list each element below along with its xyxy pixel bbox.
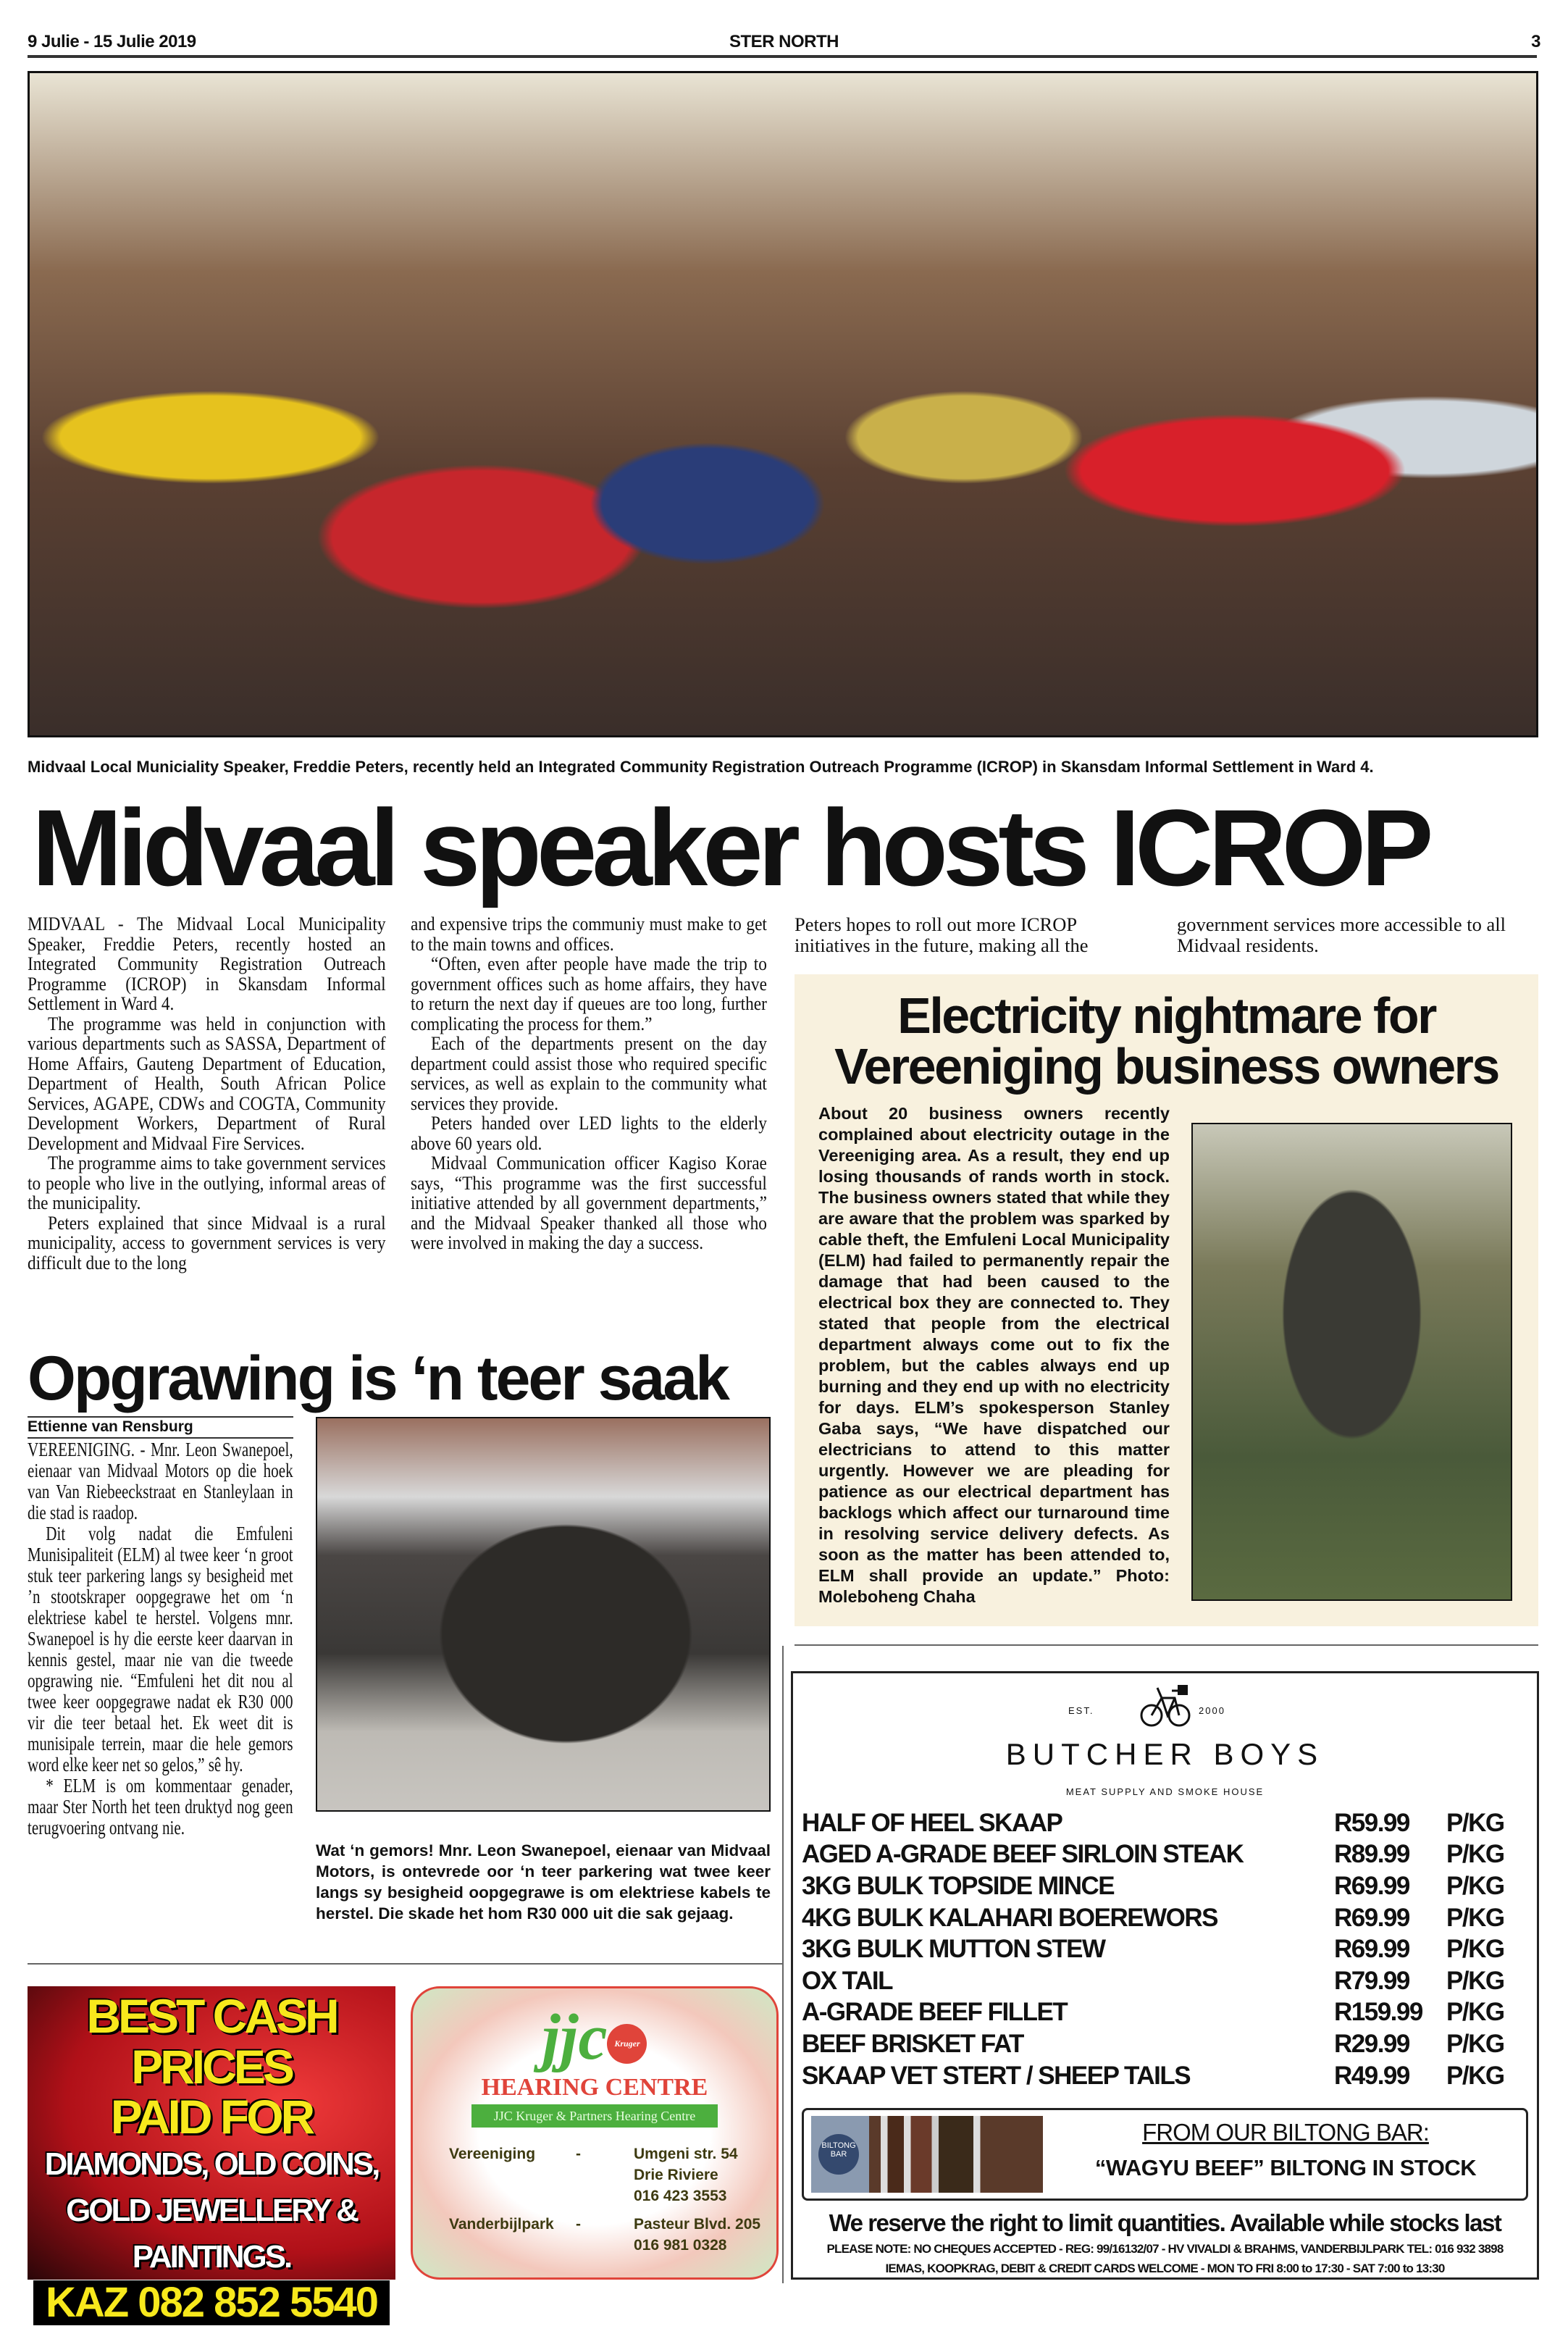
item-name: 3KG BULK TOPSIDE MINCE <box>802 1871 1115 1900</box>
paragraph: * ELM is om kommentaar genader, maar Ster North het teen druktyd nog geen terugvoering ontvang nie. <box>28 1775 293 1838</box>
location <box>449 2214 776 2256</box>
butcher-logo <box>793 1681 1537 1797</box>
jjc-logo: jjc Kruger <box>413 2001 776 2074</box>
biltong-photo <box>811 2116 1043 2193</box>
paragraph: MIDVAAL - The Midvaal Local Municipality Speaker, Freddie Peters, recently hosted an Integrated Community Registration Outreach Programme (ICROP) in Skansdam Informal Settlement in Ward 4. <box>28 913 386 1014</box>
item-price: R69.99 <box>1334 1903 1409 1932</box>
butcher-tagline: MEAT SUPPLY AND SMOKE HOUSE <box>1065 1786 1265 1797</box>
location-town: Vanderbijlpark <box>449 2216 554 2233</box>
opgrawing-photo-caption: Wat ‘n gemors! Mnr. Leon Swanepoel, eienaar van Midvaal Motors, is ontevrede oor ‘n teer parkering wat twee keer langs sy besigheid oopgegrawe is om elektriese kabels te herstel. Die skade het hom R30 000 uit die sak gejaag. <box>316 1841 771 1923</box>
byline-rule-top <box>28 1416 293 1418</box>
item-unit: P/KG <box>1446 1808 1504 1837</box>
cash-ad-line-2: PAID FOR <box>110 2090 313 2143</box>
location-town: Vereeniging <box>449 2146 536 2162</box>
bicycle-icon <box>1140 1681 1191 1731</box>
hearing-centre-subtitle: JJC Kruger & Partners Hearing Centre <box>471 2104 718 2128</box>
price-row <box>802 1870 1504 1902</box>
item-price: R59.99 <box>1334 1808 1409 1837</box>
item-name: SKAAP VET STERT / SHEEP TAILS <box>802 2061 1191 2090</box>
cash-ad-line-3: DIAMONDS, OLD COINS, <box>44 2146 379 2182</box>
price-row <box>802 2028 1504 2060</box>
paragraph: Peters handed over LED lights to the elderly above 60 years old. <box>411 1112 767 1154</box>
hearing-centre-ad[interactable] <box>411 1986 779 2280</box>
item-price: R89.99 <box>1334 1840 1409 1869</box>
electricity-headline-line-1: Electricity nightmare for <box>897 987 1435 1044</box>
price-row <box>802 1997 1504 2029</box>
item-unit: P/KG <box>1446 1935 1504 1964</box>
item-name: 3KG BULK MUTTON STEW <box>802 1935 1105 1964</box>
item-name: 4KG BULK KALAHARI BOEREWORS <box>802 1903 1217 1932</box>
item-unit: P/KG <box>1446 1871 1504 1900</box>
item-price: R69.99 <box>1334 1935 1409 1964</box>
page-number: 3 <box>1531 32 1540 51</box>
location-separator: - <box>576 2146 581 2162</box>
location <box>449 2143 776 2206</box>
address-line: Drie Riviere <box>634 2167 718 2183</box>
price-row <box>802 1807 1504 1839</box>
dug-up-parking-photo <box>316 1417 771 1812</box>
section-divider <box>795 1644 1538 1646</box>
main-story-column-2 <box>411 914 767 1253</box>
paragraph: Peters explained that since Midvaal is a rural municipality, access to government services is very difficult due to the long <box>28 1211 386 1273</box>
paragraph: government services more accessible to all Midvaal residents. <box>1177 913 1506 956</box>
item-name: BEEF BRISKET FAT <box>802 2029 1023 2058</box>
vertical-divider <box>782 1646 784 2283</box>
electricity-story-box <box>795 974 1538 1626</box>
opgrawing-headline: Opgrawing is ‘n teer saak <box>28 1344 728 1413</box>
cash-prices-ad[interactable] <box>28 1986 395 2326</box>
issue-date: 9 Julie - 15 Julie 2019 <box>28 32 196 51</box>
electricity-headline-line-2: Vereeniging business owners <box>834 1038 1498 1095</box>
cash-ad-line-4: GOLD JEWELLERY & <box>66 2193 357 2228</box>
item-price: R79.99 <box>1334 1966 1409 1995</box>
price-row <box>802 1839 1504 1871</box>
byline: Ettienne van Rensburg <box>28 1418 193 1435</box>
item-price: R159.99 <box>1334 1998 1422 2027</box>
main-story-column-1 <box>28 914 386 1273</box>
item-name: HALF OF HEEL SKAAP <box>802 1808 1062 1837</box>
butcher-year: 2000 <box>1199 1705 1225 1716</box>
price-row <box>802 2060 1504 2092</box>
address-line: 016 981 0328 <box>634 2237 727 2254</box>
left-section-divider <box>28 1963 782 1965</box>
opgrawing-story-body <box>28 1439 293 1838</box>
biltong-title: FROM OUR BILTONG BAR: <box>1142 2119 1429 2146</box>
cash-ad-contact: KAZ 082 852 5540 <box>33 2280 390 2325</box>
item-price: R29.99 <box>1334 2029 1409 2058</box>
butcher-name: BUTCHER BOYS <box>1005 1737 1325 1771</box>
biltong-text: “WAGYU BEEF” BILTONG IN STOCK <box>1094 2155 1477 2180</box>
paragraph: Each of the departments present on the day department could assist those who required specific services, as well as explain to the community what services they provide. <box>411 1032 767 1114</box>
price-list <box>802 1807 1504 2091</box>
butcher-disclaimer: We reserve the right to limit quantities. Available while stocks last <box>829 2209 1501 2236</box>
item-name: OX TAIL <box>802 1966 892 1995</box>
electricity-story-body: About 20 business owners recently complained about electricity outage in the Vereeniging area. As a result, they end up losing thousands of rands worth in stock. The business owners stated that while they are aware that the problem was sparked by cable theft, the Emfuleni Local Municipality (ELM) had failed to permanently repair the damage that had been caused to the electrical box they are connected to. They stated that people from the electrical department always come out to fix the problem, but the cables always end up burning and they end up with no electricity for days. ELM’s spokesperson Stanley Gaba says, “We have dispatched our electricians to attend to this matter urgently. However we are pleading for patience as our electrical department has backlogs which affect our turnaround time in resolving service delivery defects. As soon as the matter has been attended to, ELM shall provide an update.” Photo: Moleboheng Chaha <box>818 1104 1170 1606</box>
location-address <box>634 2214 760 2256</box>
price-row <box>802 1902 1504 1934</box>
paragraph: The programme was held in conjunction with various departments such as SASSA, Department of Home Affairs, Gauteng Department of Education, Department of Health, South African Police Services, AGAPE, CDWs and COGTA, Community Development Workers, Department of Rural Development and Midvaal Fire Services. <box>28 1012 386 1154</box>
paragraph: and expensive trips the communiy must make to get to the main towns and offices. <box>411 913 767 955</box>
paragraph: Midvaal Communication officer Kagiso Korae says, “This programme was the first successful initiative attended by all government departments,” and the Midvaal Speaker thanked all those who were involved in making the day a success. <box>411 1152 767 1253</box>
item-unit: P/KG <box>1446 2029 1504 2058</box>
location-address <box>634 2143 738 2206</box>
hearing-locations <box>449 2143 776 2256</box>
electrical-box-photo <box>1191 1123 1512 1601</box>
price-row <box>802 1933 1504 1965</box>
item-unit: P/KG <box>1446 1840 1504 1869</box>
item-unit: P/KG <box>1446 2061 1504 2090</box>
address-line: Umgeni str. 54 <box>634 2146 738 2162</box>
price-row <box>802 1965 1504 1997</box>
item-name: AGED A-GRADE BEEF SIRLOIN STEAK <box>802 1840 1244 1869</box>
paragraph: Peters hopes to roll out more ICROP initiatives in the future, making all the <box>795 913 1089 956</box>
butcher-note-1: PLEASE NOTE: NO CHEQUES ACCEPTED - REG: 99/16132/07 - HV VIVALDI & BRAHMS, VANDERBIJLPARK TEL: 016 932 3898 <box>826 2242 1504 2256</box>
address-line: Pasteur Blvd. 205 <box>634 2216 761 2233</box>
item-unit: P/KG <box>1446 1998 1504 2027</box>
main-headline: Midvaal speaker hosts ICROP <box>32 787 1429 908</box>
cash-ad-line-1: BEST CASH PRICES <box>86 1989 337 2093</box>
item-price: R49.99 <box>1334 2061 1409 2090</box>
butcher-boys-ad[interactable] <box>791 1671 1539 2280</box>
item-name: A-GRADE BEEF FILLET <box>802 1998 1068 2027</box>
item-price: R69.99 <box>1334 1871 1409 1900</box>
main-photo-caption: Midvaal Local Municiality Speaker, Freddie Peters, recently held an Integrated Community Registration Outreach Programme (ICROP) in Skansdam Informal Settlement in Ward 4. <box>28 758 1374 776</box>
hearing-centre-title: HEARING CENTRE <box>481 2074 708 2101</box>
item-unit: P/KG <box>1446 1903 1504 1932</box>
paragraph: The programme aims to take government services to people who live in the outlying, informal areas of the municipality. <box>28 1152 386 1213</box>
paragraph: “Often, even after people have made the trip to government offices such as home affairs, they have to return the next day if queues are too long, further complicating the process for them.” <box>411 953 767 1034</box>
cash-ad-line-5: PAINTINGS. <box>132 2239 291 2275</box>
item-unit: P/KG <box>1446 1966 1504 1995</box>
address-line: 016 423 3553 <box>634 2188 727 2204</box>
biltong-bar-box <box>802 2108 1528 2201</box>
location-separator: - <box>576 2216 581 2233</box>
main-photo <box>28 71 1538 737</box>
header-rule <box>28 55 1537 58</box>
butcher-est: EST. <box>1068 1705 1094 1716</box>
biltong-badge: BILTONG BAR <box>818 2134 859 2175</box>
butcher-note-2: IEMAS, KOOPKRAG, DEBIT & CREDIT CARDS WELCOME - MON TO FRI 8:00 to 17:30 - SAT 7:00 to 13:30 <box>885 2262 1445 2275</box>
main-story-column-4 <box>1177 914 1533 956</box>
publication-name: STER NORTH <box>729 32 839 51</box>
paragraph: Dit volg nadat die Emfuleni Munisipaliteit (ELM) al twee keer ‘n groot stuk teer parkering langs sy besigheid met ’n stootskraper oopgegrawe het om ‘n elektriese kabel te herstel. Volgens mnr. Swanepoel is hy die eerste keer daarvan in kennis gestel, maar nie van die tweede opgrawing nie. “Emfuleni het dit nou al twee keer oopgegrawe nadat ek R30 000 vir die teer betaal het. Ek weet dit is munisipale terrein, maar die hele gemors word elke keer net so gelos,” sê hy. <box>28 1523 293 1775</box>
paragraph: VEREENIGING. - Mnr. Leon Swanepoel, eienaar van Midvaal Motors op die hoek van Van Riebeeckstraat en Stanleylaan in die stad is raadop. <box>28 1439 293 1523</box>
main-story-column-3 <box>795 914 1152 956</box>
